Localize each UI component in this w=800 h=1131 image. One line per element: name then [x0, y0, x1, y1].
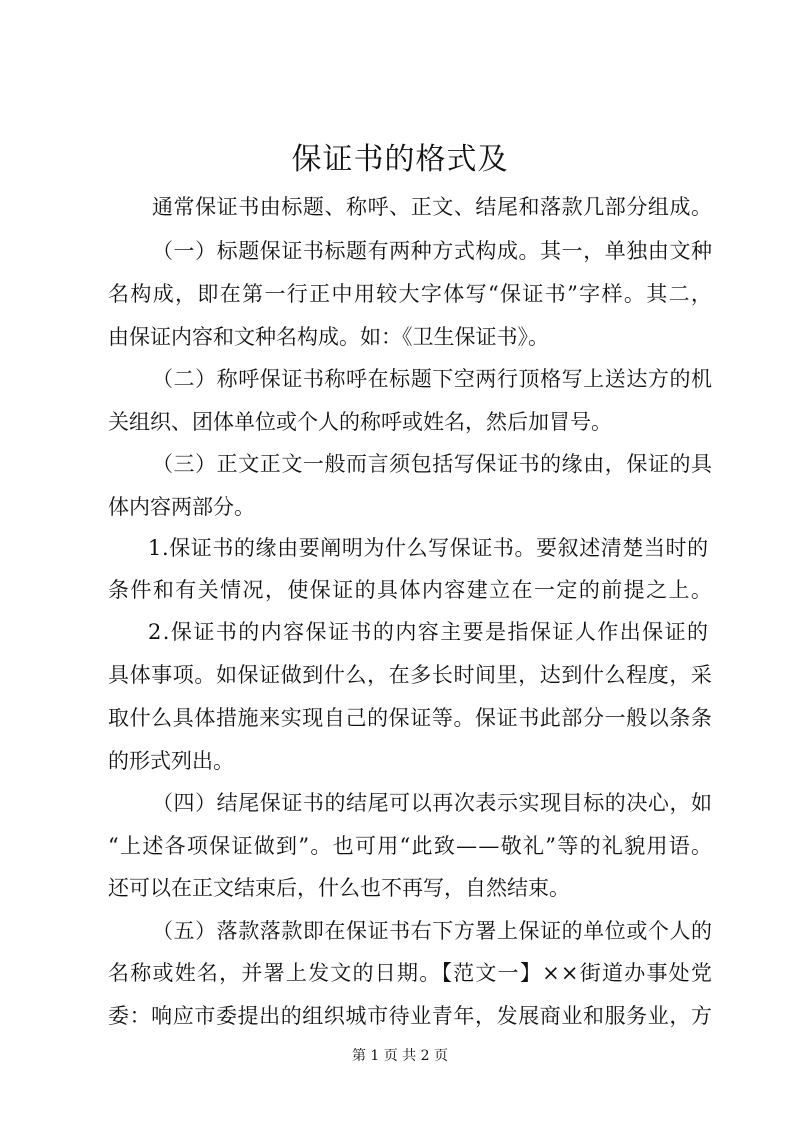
- body-line: [0, 568, 800, 612]
- body-line: [0, 229, 800, 273]
- document-title: 保证书的格式及: [291, 142, 509, 177]
- body-line-text: 条件和有关情况，使保证的具体内容建立在一定的前提之上。: [108, 578, 714, 602]
- body-line-text: 2.保证书的内容保证书的内容主要是指保证人作出保证的: [148, 620, 710, 644]
- body-line: [0, 485, 800, 529]
- page-number: 第 1 页 共 2 页: [351, 1048, 449, 1064]
- body-line-text: 具体事项。如保证做到什么，在多长时间里，达到什么程度，采: [108, 663, 713, 687]
- body-line-text: 委：响应市委提出的组织城市待业青年，发展商业和服务业，方: [108, 1004, 713, 1028]
- body-line: [0, 442, 800, 486]
- body-line-text: 通常保证书由标题、称呼、正文、结尾和落款几部分组成。: [152, 195, 713, 219]
- body-line-text: （二）称呼保证书称呼在标题下空两行顶格写上送达方的机: [152, 367, 713, 391]
- body-line: [0, 185, 800, 229]
- body-line-text: 关组织、团体单位或个人的称呼或姓名，然后加冒号。: [108, 410, 612, 434]
- body-line-text: 取什么具体措施来实现自己的保证等。保证书此部分一般以条条: [108, 706, 713, 730]
- body-line: [0, 315, 800, 359]
- body-line-text: “上述各项保证做到”。也可用“此致——敬礼”等的礼貌用语。: [108, 834, 714, 858]
- body-line: [0, 357, 800, 401]
- body-line: [0, 526, 800, 570]
- body-line: [0, 951, 800, 995]
- body-line-text: （五）落款落款即在保证书右下方署上保证的单位或个人的: [152, 919, 713, 943]
- body-line-text: （三）正文正文一般而言须包括写保证书的缘由，保证的具: [152, 452, 713, 476]
- body-line: [0, 696, 800, 740]
- body-line: [0, 866, 800, 910]
- body-line: [0, 909, 800, 953]
- body-line: [0, 400, 800, 444]
- body-line-text: 名称或姓名，并署上发文的日期。【范文一】××街道办事处党: [108, 961, 714, 985]
- body-line: [0, 739, 800, 783]
- body-line-text: （四）结尾保证书的结尾可以再次表示实现目标的决心，如: [152, 791, 713, 815]
- body-line-text: （一）标题保证书标题有两种方式构成。其一，单独由文种: [152, 239, 713, 263]
- body-line-text: 名构成，即在第一行正中用较大字体写“保证书”字样。其二，: [108, 282, 714, 306]
- body-line: [0, 272, 800, 316]
- body-line: [0, 824, 800, 868]
- body-line-text: 的形式列出。: [108, 749, 234, 773]
- body-line: [0, 994, 800, 1038]
- body-line: [0, 653, 800, 697]
- body-line-text: 1.保证书的缘由要阐明为什么写保证书。要叙述清楚当时的: [148, 536, 709, 560]
- body-line-text: 还可以在正文结束后，什么也不再写，自然结束。: [108, 876, 570, 900]
- body-line-text: 由保证内容和文种名构成。如：《卫生保证书》。: [108, 325, 549, 349]
- body-line-text: 体内容两部分。: [108, 495, 255, 519]
- body-line: [0, 610, 800, 654]
- body-line: [0, 781, 800, 825]
